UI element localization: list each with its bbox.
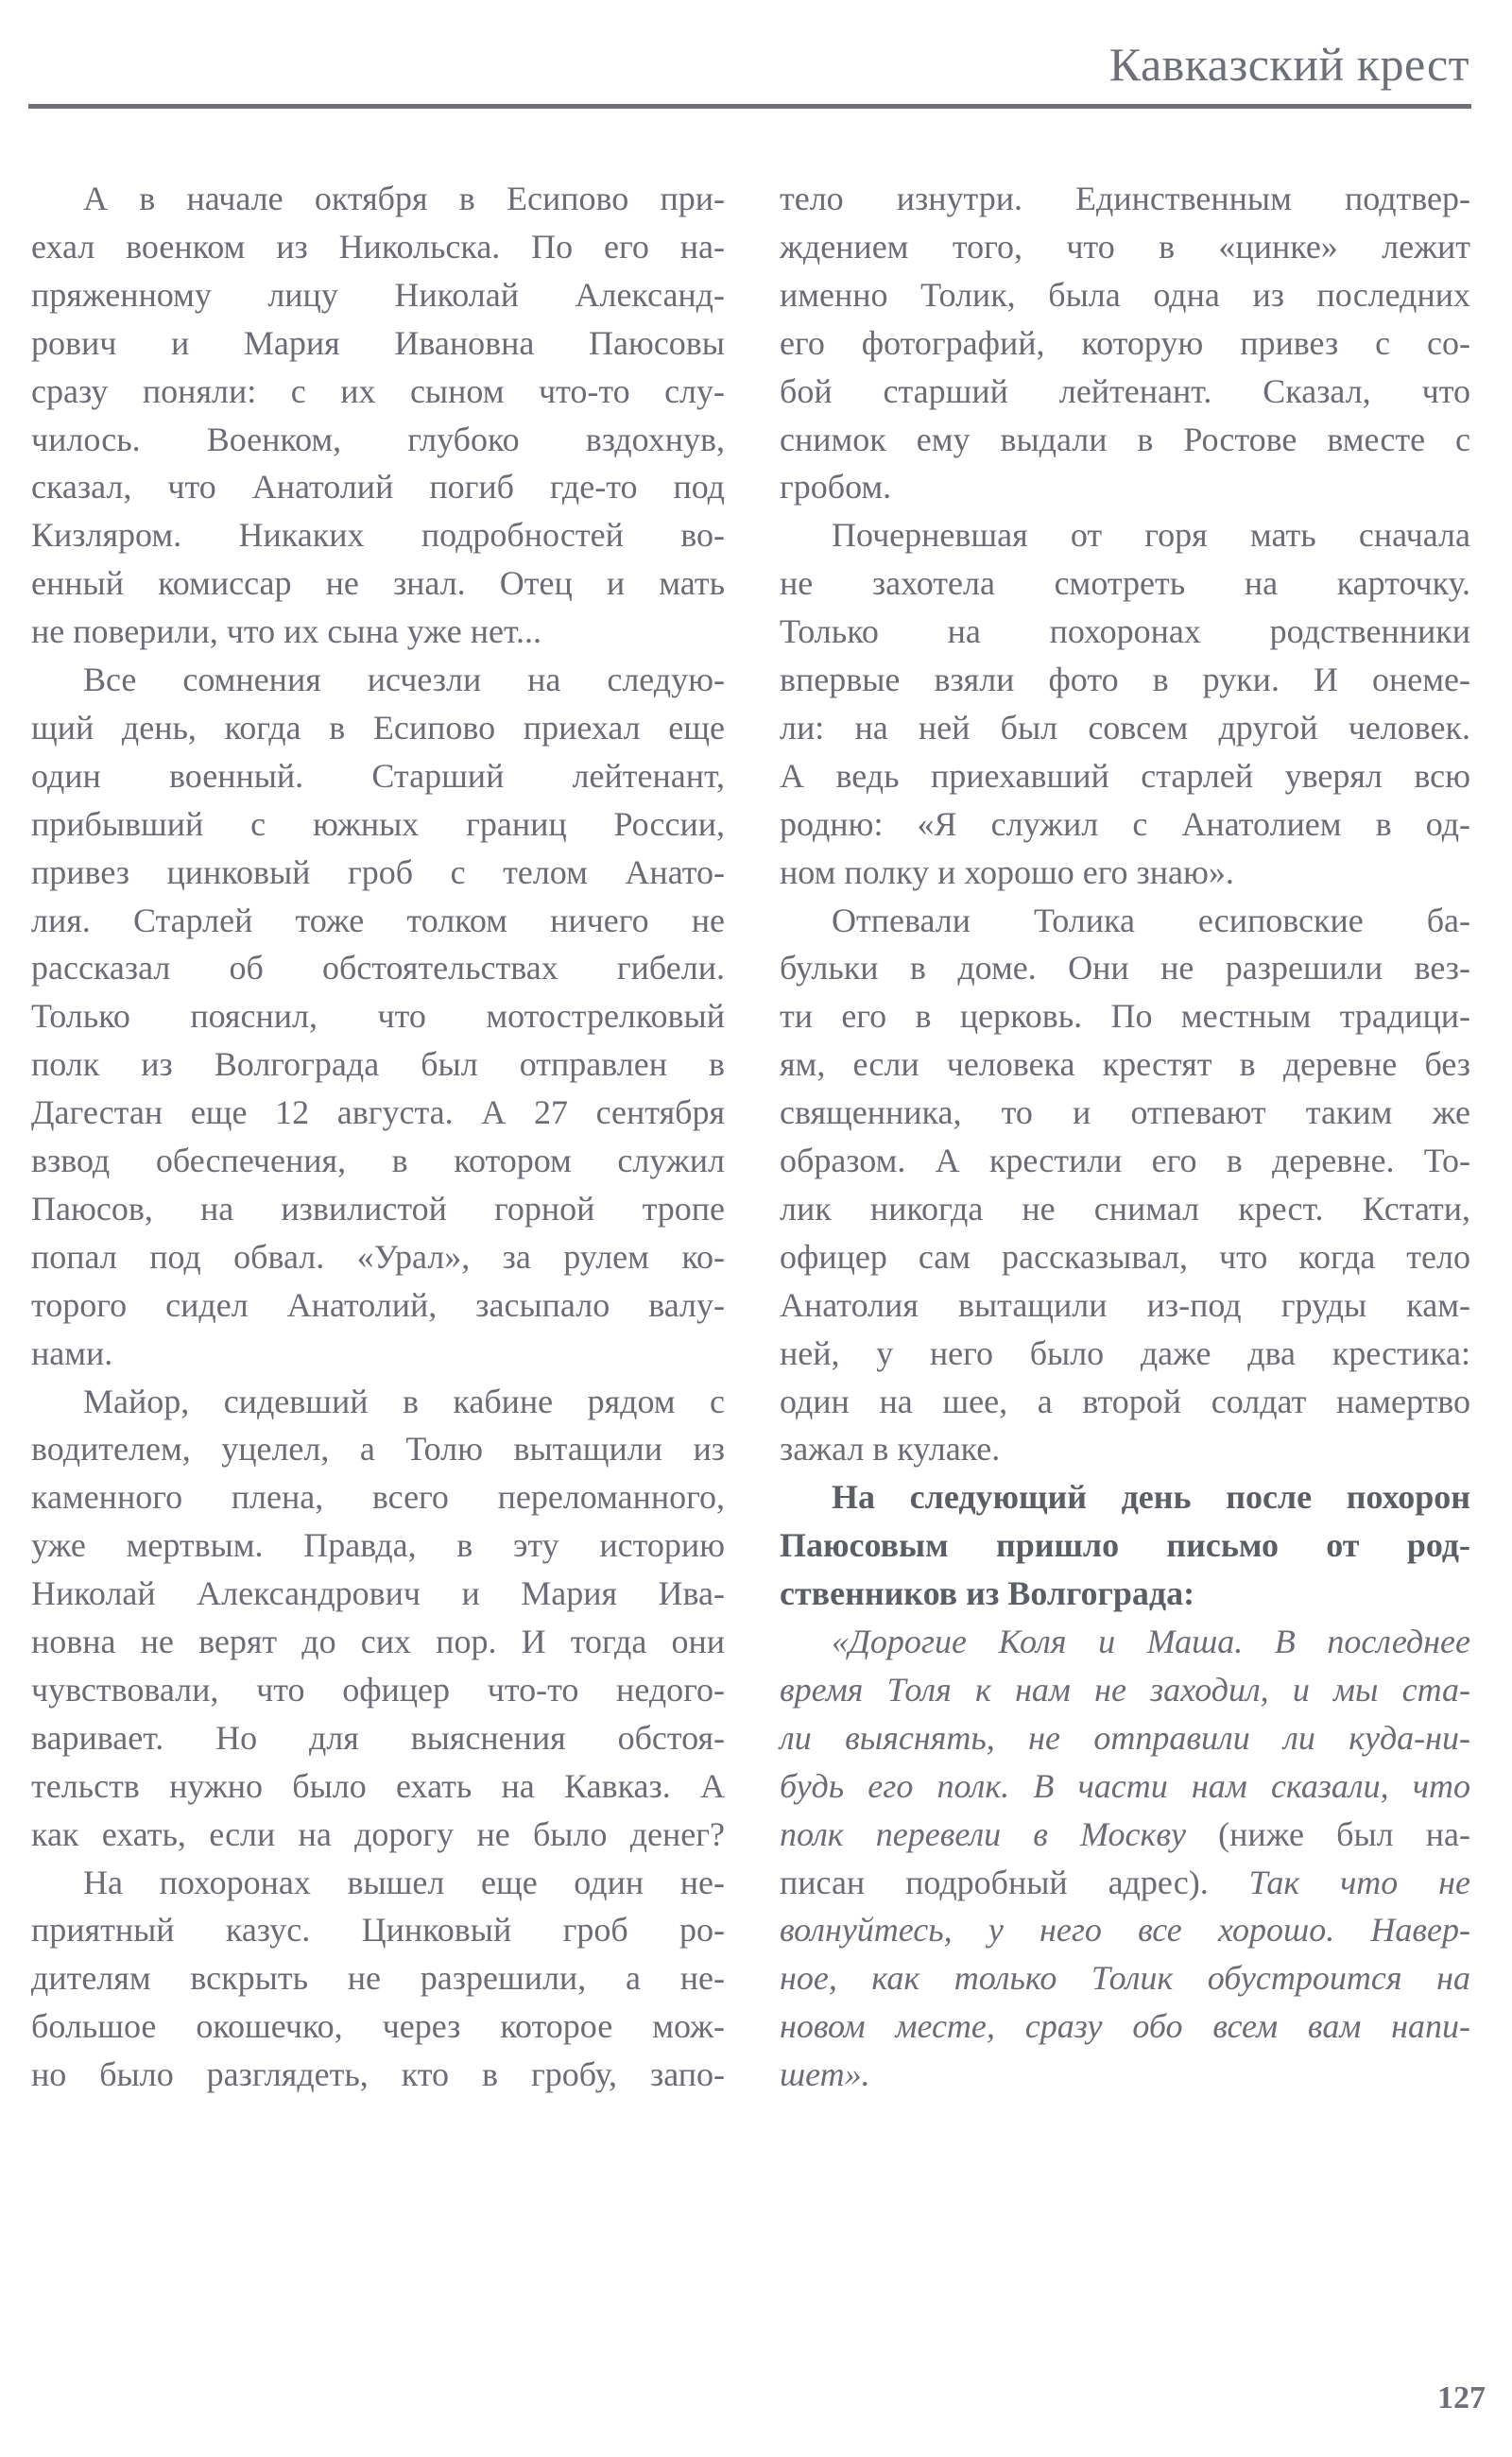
text-line xyxy=(31,1330,725,1378)
text-line xyxy=(31,1378,725,1426)
line-text: ное, как только Толик обустроится на xyxy=(780,1959,1470,1998)
line-text: снимок ему выдали в Ростове вместе с xyxy=(780,420,1470,458)
line-text: тело изнутри. Единственным подтвер- xyxy=(780,180,1470,217)
text-line xyxy=(780,1570,1470,1618)
text-line xyxy=(780,944,1470,992)
text-line xyxy=(780,608,1470,656)
text-line xyxy=(780,1040,1470,1089)
line-text: уже мертвым. Правда, в эту историю xyxy=(31,1526,725,1565)
line-text: офицер сам рассказывал, что когда тело xyxy=(780,1237,1470,1276)
text-line xyxy=(31,1859,725,1907)
text-line xyxy=(31,1521,725,1570)
line-text: прибывший с южных границ России, xyxy=(31,804,725,843)
text-line xyxy=(780,1666,1470,1714)
line-text: приятный казус. Цинковый гроб ро- xyxy=(31,1911,725,1950)
text-line xyxy=(780,1811,1470,1859)
text-line xyxy=(31,319,725,368)
text-line xyxy=(780,656,1470,704)
text-line xyxy=(780,463,1470,511)
text-line xyxy=(780,1954,1470,2002)
line-text: новна не верят до сих пор. И тогда они xyxy=(31,1623,725,1660)
text-line xyxy=(780,800,1470,849)
text-line xyxy=(780,752,1470,800)
text-line xyxy=(780,849,1470,897)
text-line xyxy=(780,1521,1470,1570)
line-text: чувствовали, что офицер что-то недого- xyxy=(31,1670,725,1709)
text-line xyxy=(31,800,725,849)
line-text: ней, у него было даже два крестика: xyxy=(780,1333,1470,1372)
line-text: ли выяснять, не отправили ли куда-ни- xyxy=(780,1718,1470,1757)
line-text: гробом. xyxy=(780,468,892,507)
line-text: шет». xyxy=(780,2055,870,2094)
line-text: Все сомнения исчезли на следую- xyxy=(83,661,725,698)
line-text: попал под обвал. «Урал», за рулем ко- xyxy=(31,1237,725,1276)
line-text: На следующий день после похорон xyxy=(832,1478,1470,1517)
line-text: енный комиссар не знал. Отец и мать xyxy=(31,564,725,603)
text-line xyxy=(780,1137,1470,1185)
text-line xyxy=(31,1906,725,1954)
text-line xyxy=(780,319,1470,368)
line-text: священника, то и отпевают таким же xyxy=(780,1093,1470,1132)
line-text: его фотографий, которую привез с со- xyxy=(780,323,1470,362)
line-text: будь его полк. В части нам сказали, что xyxy=(780,1766,1470,1805)
text-line xyxy=(780,1906,1470,1954)
line-segment: Так что не xyxy=(1248,1863,1470,1901)
line-text: зажал в кулаке. xyxy=(780,1430,1001,1469)
text-line xyxy=(31,1233,725,1281)
line-text: Паюсовым пришло письмо от род- xyxy=(780,1526,1470,1565)
text-line xyxy=(31,271,725,319)
text-line xyxy=(31,608,725,656)
text-line xyxy=(780,223,1470,271)
text-line xyxy=(31,1185,725,1233)
text-line xyxy=(31,559,725,608)
line-text xyxy=(780,1859,1470,1907)
line-text: не захотела смотреть на карточку. xyxy=(780,564,1470,603)
line-text: не поверили, что их сына уже нет... xyxy=(31,612,541,651)
line-text: ли: на ней был совсем другой человек. xyxy=(780,708,1470,747)
line-text: Отпевали Толика есиповские ба- xyxy=(832,901,1470,939)
text-line xyxy=(31,849,725,897)
text-line xyxy=(780,1473,1470,1521)
text-line xyxy=(780,1281,1470,1330)
text-line xyxy=(31,368,725,416)
text-line xyxy=(780,897,1470,945)
line-text: Паюсов, на извилистой горной тропе xyxy=(31,1189,725,1228)
line-text: Только на похоронах родственники xyxy=(780,612,1470,651)
line-text: А ведь приехавший старлей уверял всю xyxy=(780,756,1470,795)
line-text: Анатолия вытащили из-под груды кам- xyxy=(780,1285,1470,1324)
text-line xyxy=(780,1762,1470,1811)
line-text: «Дорогие Коля и Маша. В последнее xyxy=(832,1623,1470,1660)
text-line xyxy=(31,1425,725,1473)
line-text: Майор, сидевший в кабине рядом с xyxy=(83,1382,725,1420)
text-line xyxy=(31,1811,725,1859)
line-text: бульки в доме. Они не разрешили вез- xyxy=(780,949,1470,988)
line-text: привез цинковый гроб с телом Анато- xyxy=(31,852,725,891)
line-text: ном полку и хорошо его знаю». xyxy=(780,852,1234,891)
line-text: как ехать, если на дорогу не было денег? xyxy=(31,1814,725,1853)
line-text: сказал, что Анатолий погиб где-то под xyxy=(31,468,725,507)
line-text: ти его в церковь. По местным традици- xyxy=(780,997,1470,1036)
text-line xyxy=(780,1859,1470,1907)
line-text: нами. xyxy=(31,1333,113,1372)
text-line xyxy=(31,992,725,1040)
text-line xyxy=(31,463,725,511)
line-text: дителям вскрыть не разрешили, а не- xyxy=(31,1959,725,1998)
text-line xyxy=(780,2002,1470,2051)
text-line xyxy=(780,1185,1470,1233)
text-line xyxy=(780,559,1470,608)
line-text: один военный. Старший лейтенант, xyxy=(31,756,725,795)
line-text: щий день, когда в Есипово приехал еще xyxy=(31,708,725,747)
text-line xyxy=(780,511,1470,559)
line-text: водителем, уцелел, а Толю вытащили из xyxy=(31,1430,725,1469)
line-text: время Толя к нам не заходил, и мы ста- xyxy=(780,1670,1470,1709)
line-text: взвод обеспечения, в котором служил xyxy=(31,1142,725,1179)
text-line xyxy=(780,175,1470,223)
line-text: волнуйтесь, у него все хорошо. Навер- xyxy=(780,1911,1470,1950)
line-text: Только пояснил, что мотострелковый xyxy=(31,997,725,1036)
text-line xyxy=(31,511,725,559)
line-text: А в начале октября в Есипово при- xyxy=(83,180,725,217)
text-line xyxy=(780,1714,1470,1762)
line-text: но было разглядеть, кто в гробу, запо- xyxy=(31,2055,725,2094)
text-line xyxy=(780,1378,1470,1426)
running-head-title: Кавказский крест xyxy=(1108,38,1469,91)
line-text: впервые взяли фото в руки. И онеме- xyxy=(780,661,1470,698)
line-text: ям, если человека крестят в деревне без xyxy=(780,1045,1470,1084)
line-text: ственников из Волгограда: xyxy=(780,1574,1195,1613)
text-line xyxy=(780,271,1470,319)
text-line xyxy=(31,2002,725,2051)
line-text: На похоронах вышел еще один не- xyxy=(83,1863,725,1901)
text-line xyxy=(31,944,725,992)
text-line xyxy=(31,1473,725,1521)
line-text: ехал военком из Никольска. По его на- xyxy=(31,227,725,266)
line-text: лия. Старлей тоже толком ничего не xyxy=(31,901,725,939)
line-text: Почерневшая от горя мать сначала xyxy=(832,516,1470,555)
text-line xyxy=(780,368,1470,416)
line-text: торого сидел Анатолий, засыпало валу- xyxy=(31,1285,725,1324)
text-line xyxy=(31,1040,725,1089)
text-line xyxy=(31,1954,725,2002)
text-line xyxy=(31,223,725,271)
line-text: варивает. Но для выяснения обстоя- xyxy=(31,1718,725,1757)
text-line xyxy=(780,2051,1470,2099)
line-text: Дагестан еще 12 августа. А 27 сентября xyxy=(31,1093,725,1132)
line-text: пряженному лицу Николай Александ- xyxy=(31,275,725,314)
line-segment: писан подробный адрес). xyxy=(780,1863,1249,1901)
line-text: рович и Мария Ивановна Паюсовы xyxy=(31,323,725,362)
line-text: образом. А крестили его в деревне. То- xyxy=(780,1142,1470,1179)
line-text: каменного плена, всего переломанного, xyxy=(31,1478,725,1517)
text-line xyxy=(31,897,725,945)
text-line xyxy=(780,1330,1470,1378)
line-text: Николай Александрович и Мария Ива- xyxy=(31,1574,725,1613)
text-line xyxy=(31,416,725,464)
text-line xyxy=(31,1137,725,1185)
text-line xyxy=(31,656,725,704)
line-text: именно Толик, была одна из последних xyxy=(780,275,1470,314)
text-line xyxy=(31,704,725,752)
header-rule xyxy=(28,104,1471,109)
text-line xyxy=(31,1281,725,1330)
line-text: большое окошечко, через которое мож- xyxy=(31,2007,725,2046)
line-text: один на шее, а второй солдат намертво xyxy=(780,1382,1470,1420)
text-line xyxy=(31,1570,725,1618)
line-text: чилось. Военком, глубоко вздохнув, xyxy=(31,420,725,458)
text-line xyxy=(31,175,725,223)
line-text: новом месте, сразу обо всем вам напи- xyxy=(780,2007,1470,2046)
text-line xyxy=(780,1425,1470,1473)
line-text: сразу поняли: с их сыном что-то слу- xyxy=(31,371,725,410)
text-line xyxy=(780,1089,1470,1137)
line-text: ждением того, что в «цинке» лежит xyxy=(780,227,1470,266)
text-line xyxy=(31,2051,725,2099)
text-line xyxy=(31,1714,725,1762)
text-line xyxy=(780,416,1470,464)
text-line xyxy=(780,1233,1470,1281)
text-line xyxy=(31,752,725,800)
text-line xyxy=(31,1089,725,1137)
text-line xyxy=(31,1618,725,1666)
line-text: родню: «Я служил с Анатолием в од- xyxy=(780,804,1470,843)
line-text: полк из Волгограда был отправлен в xyxy=(31,1045,725,1084)
line-text: лик никогда не снимал крест. Кстати, xyxy=(780,1189,1470,1228)
text-line xyxy=(31,1762,725,1811)
text-line xyxy=(780,704,1470,752)
line-text: бой старший лейтенант. Сказал, что xyxy=(780,371,1470,410)
text-line xyxy=(780,992,1470,1040)
line-text: тельств нужно было ехать на Кавказ. А xyxy=(31,1766,725,1805)
line-text: рассказал об обстоятельствах гибели. xyxy=(31,949,725,988)
line-text: Кизляром. Никаких подробностей во- xyxy=(31,516,725,555)
line-segment: полк перевели в Москву xyxy=(780,1814,1219,1853)
text-line xyxy=(780,1618,1470,1666)
line-segment: (ниже был на- xyxy=(1218,1814,1470,1853)
page-number: 127 xyxy=(1437,2380,1486,2415)
line-text xyxy=(780,1811,1470,1859)
text-line xyxy=(31,1666,725,1714)
